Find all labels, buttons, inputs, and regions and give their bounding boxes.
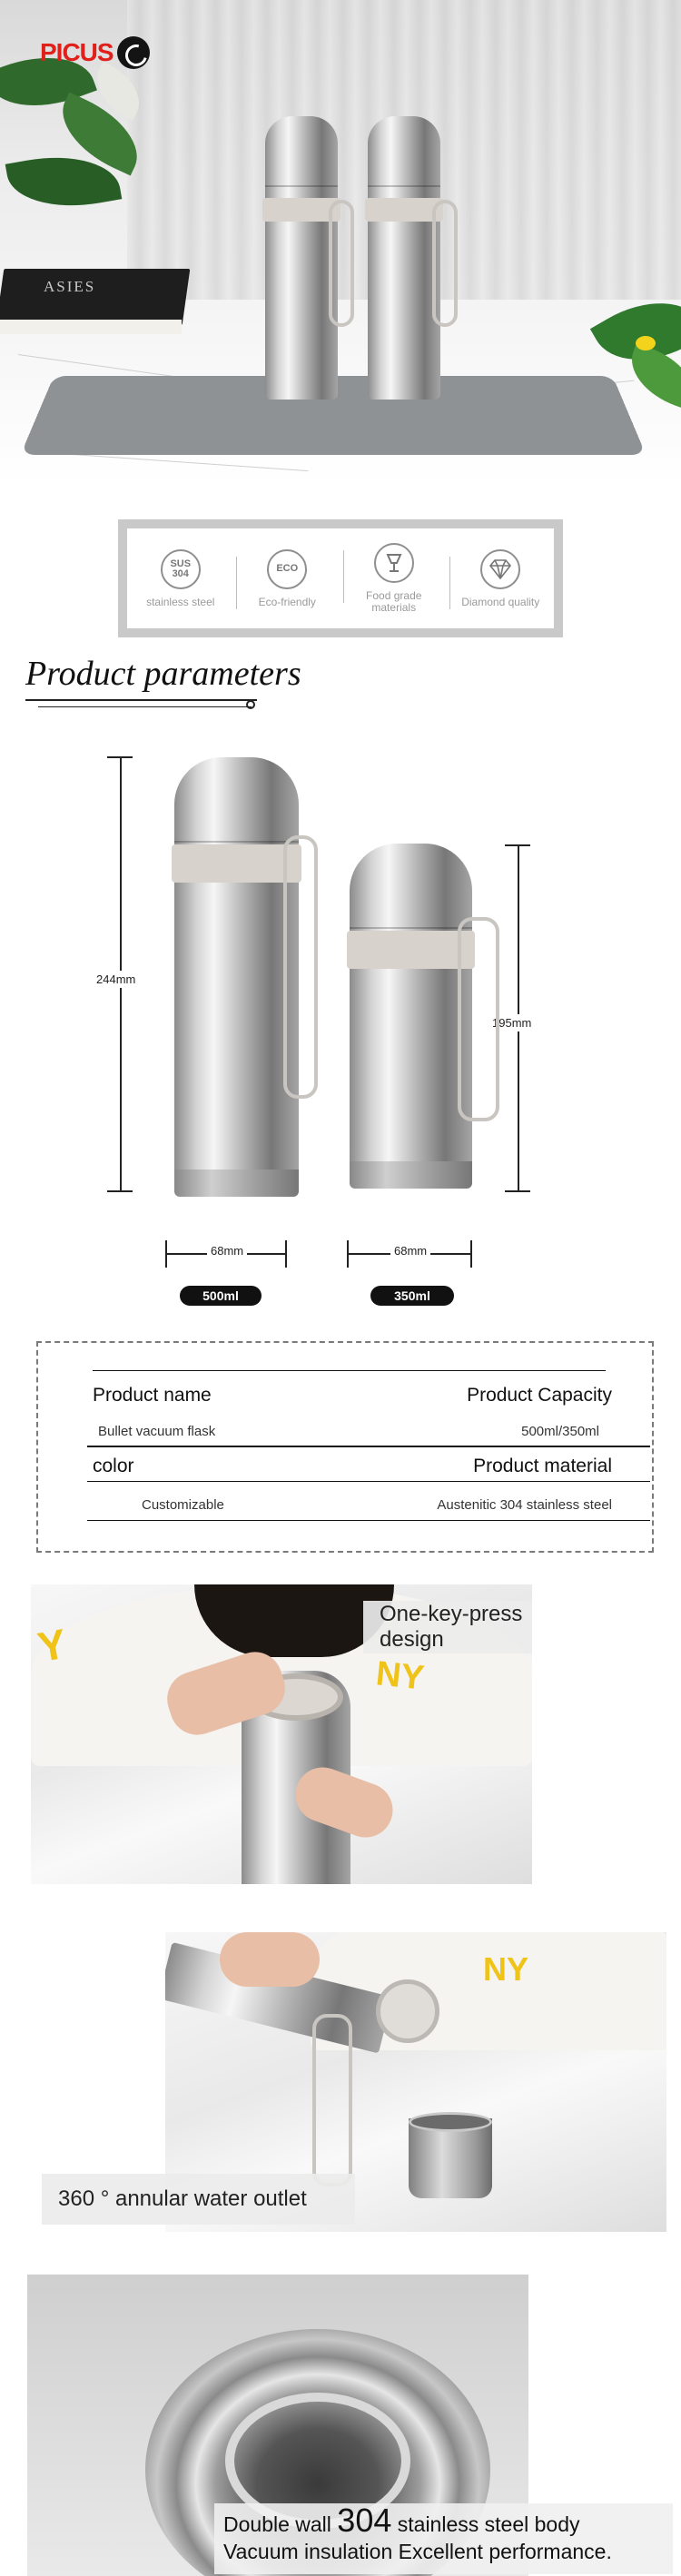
cup-rim [409, 2112, 492, 2132]
photo-one-key-press [31, 1584, 532, 1884]
feature-label: Diamond quality [461, 595, 540, 608]
logo-text: PICUS [40, 38, 114, 66]
dimension-tick [470, 1240, 472, 1268]
feature-label: stainless steel [146, 595, 215, 608]
diamond-icon [480, 549, 520, 589]
water-outlet-lid [376, 1979, 439, 2043]
large-width-label: 68mm [207, 1244, 247, 1258]
table-rule [93, 1370, 606, 1371]
flask-strap [458, 917, 499, 1121]
spec-head-material: Product material [473, 1456, 612, 1476]
feature-label: Food grade materials [366, 589, 422, 614]
caption-text: stainless steel body [391, 2512, 580, 2536]
caption-line-2: Vacuum insulation Excellent performance. [223, 2540, 612, 2563]
dimension-tick [107, 1190, 133, 1192]
marble-vein [73, 454, 308, 471]
caption-text: Double wall [223, 2512, 338, 2536]
flask-band [172, 844, 301, 883]
section-title: Product parameters [25, 655, 301, 693]
sweater-print: NY [374, 1654, 426, 1698]
flask-strap [283, 835, 318, 1099]
sweater-print: NY [483, 1950, 529, 1988]
logo-mark-icon [117, 36, 150, 69]
title-underline [25, 699, 257, 701]
small-capacity-badge: 350ml [370, 1286, 454, 1306]
caption-highlight: 304 [337, 2502, 392, 2539]
table-rule [87, 1446, 650, 1447]
hero-photo [0, 0, 681, 486]
spec-val-capacity: 500ml/350ml [521, 1424, 599, 1439]
flask-strap [312, 2014, 352, 2186]
feature-stainless-steel [135, 549, 226, 608]
spec-head-product-name: Product name [93, 1385, 212, 1406]
dimension-tick [285, 1240, 287, 1268]
caption-double-wall [214, 2503, 673, 2574]
book-title: ASIES [44, 278, 96, 295]
flask-strap [432, 200, 458, 327]
small-height-label: 195mm [492, 1016, 532, 1030]
large-capacity-badge: 500ml [180, 1286, 262, 1306]
feature-eco-friendly [242, 549, 332, 608]
feature-label: Eco-friendly [258, 595, 316, 608]
large-height-label: 244mm [96, 972, 136, 986]
hero-flask-small [368, 116, 440, 400]
food-grade-icon [374, 543, 414, 583]
flask-strap [329, 200, 354, 327]
hand [220, 1932, 320, 1987]
spec-val-color: Customizable [142, 1497, 224, 1513]
spec-head-color: color [93, 1456, 134, 1476]
caption-line-1 [223, 2502, 664, 2539]
small-width-label: 68mm [390, 1244, 430, 1258]
book-pages [0, 320, 182, 334]
sweater-print: Y [34, 1619, 70, 1672]
product-flask-small [350, 844, 472, 1189]
yellow-flower [636, 336, 656, 350]
sus304-icon: SUS 304 [161, 549, 201, 589]
hero-flask-large [265, 116, 338, 400]
caption-one-key: One-key-press design [363, 1601, 532, 1653]
flask-band [347, 931, 475, 969]
caption-water-outlet: 360 ° annular water outlet [42, 2174, 355, 2225]
title-ornament [246, 700, 255, 709]
table-rule [87, 1481, 650, 1482]
eco-friendly-icon: ECO [267, 549, 307, 589]
spec-val-material: Austenitic 304 stainless steel [437, 1497, 612, 1513]
spec-head-capacity: Product Capacity [467, 1385, 612, 1406]
spec-table [36, 1341, 654, 1553]
feature-food-grade [349, 543, 439, 614]
dimension-tick [505, 1190, 530, 1192]
brand-logo [40, 36, 150, 69]
feature-badges [118, 519, 563, 637]
title-underline [38, 706, 252, 707]
feature-diamond-quality [455, 549, 546, 608]
table-rule [87, 1520, 650, 1521]
spec-val-product-name: Bullet vacuum flask [98, 1424, 216, 1439]
product-flask-large [174, 757, 299, 1197]
